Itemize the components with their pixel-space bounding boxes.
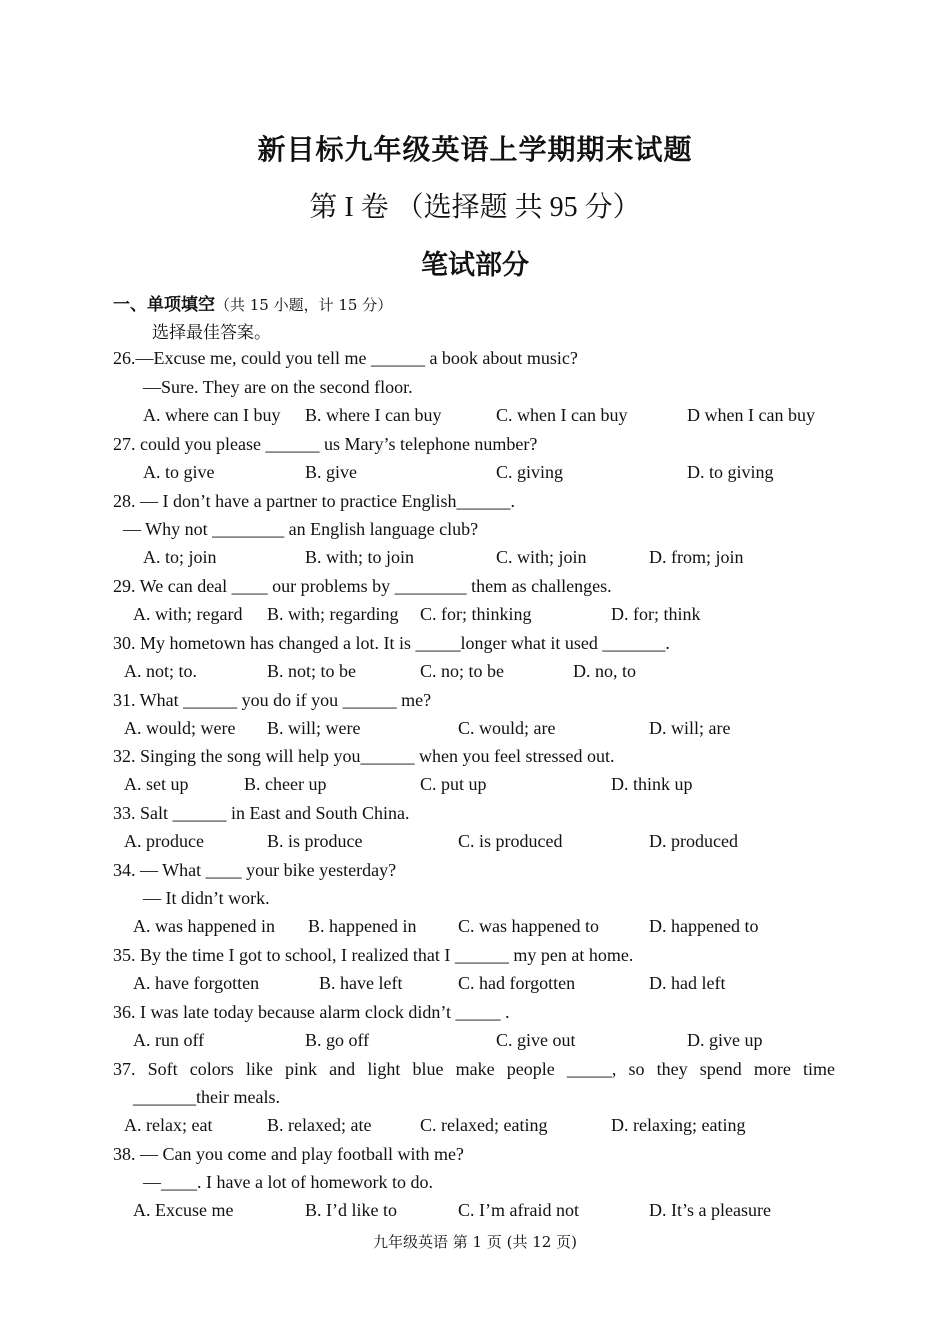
question-27-stem: 27. could you please ______ us Mary’s telephone number? — [113, 434, 538, 454]
question-29-option-a: A. with; regard — [133, 604, 243, 624]
question-35-option-d: D. had left — [649, 973, 726, 993]
question-34-option-b: B. happened in — [308, 916, 417, 936]
section-note: （共 15 小题，计 15 分） — [215, 296, 393, 314]
question-37-continuation: _______their meals. — [133, 1087, 280, 1107]
question-32-option-a: A. set up — [124, 774, 189, 794]
question-30-option-a: A. not; to. — [124, 661, 198, 681]
question-35-option-c: C. had forgotten — [458, 973, 576, 993]
question-36-option-a: A. run off — [133, 1030, 205, 1050]
question-34-reply: — It didn’t work. — [143, 888, 270, 908]
question-37-option-c: C. relaxed; eating — [420, 1115, 548, 1135]
question-29-option-d: D. for; think — [611, 604, 701, 624]
question-26-stem: 26.—Excuse me, could you tell me ______ a book about music? — [113, 348, 578, 368]
question-32-option-b: B. cheer up — [244, 774, 327, 794]
question-26-option-d: D when I can buy — [687, 405, 815, 425]
question-36-option-b: B. go off — [305, 1030, 370, 1050]
question-37-option-d: D. relaxing; eating — [611, 1115, 746, 1135]
question-26-reply: —Sure. They are on the second floor. — [143, 377, 413, 397]
question-30-option-c: C. no; to be — [420, 661, 504, 681]
question-35-option-a: A. have forgotten — [133, 973, 260, 993]
question-36-option-c: C. give out — [496, 1030, 576, 1050]
question-34-stem: 34. — What ____ your bike yesterday? — [113, 860, 397, 880]
question-28-reply: — Why not ________ an English language club? — [123, 519, 479, 539]
question-28-stem: 28. — I don’t have a partner to practice English______. — [113, 491, 516, 511]
question-33-option-c: C. is produced — [458, 831, 563, 851]
question-28-option-d: D. from; join — [649, 547, 744, 567]
question-29-option-c: C. for; thinking — [420, 604, 532, 624]
question-32-option-c: C. put up — [420, 774, 487, 794]
question-33-option-d: D. produced — [649, 831, 738, 851]
exam-title: 新目标九年级英语上学期期末试题 — [257, 133, 693, 166]
question-27-option-b: B. give — [305, 462, 357, 482]
question-33-stem: 33. Salt ______ in East and South China. — [113, 803, 410, 823]
question-34-option-c: C. was happened to — [458, 916, 599, 936]
question-30-stem: 30. My hometown has changed a lot. It is _____longer what it used _______. — [113, 633, 670, 653]
question-35-option-b: B. have left — [319, 973, 403, 993]
question-37-stem: 37. Soft colors like pink and light blue make people _____, so they spend more time — [113, 1059, 835, 1079]
section-heading — [113, 290, 392, 315]
section-title: 一、单项填空 — [113, 295, 215, 315]
question-32-option-d: D. think up — [611, 774, 693, 794]
question-38-option-a: A. Excuse me — [133, 1200, 234, 1220]
question-29-option-b: B. with; regarding — [267, 604, 399, 624]
question-31-option-c: C. would; are — [458, 718, 556, 738]
volume-subtitle: 第 I 卷 （选择题 共 95 分） — [309, 192, 641, 223]
question-35-stem: 35. By the time I got to school, I realized that I ______ my pen at home. — [113, 945, 634, 965]
question-27-option-a: A. to give — [143, 462, 215, 482]
page-footer: 九年级英语 第 1 页 (共 12 页) — [373, 1233, 577, 1251]
question-29-stem: 29. We can deal ____ our problems by ________ them as challenges. — [113, 576, 612, 596]
question-38-option-d: D. It’s a pleasure — [649, 1200, 771, 1220]
question-31-option-d: D. will; are — [649, 718, 731, 738]
question-31-option-b: B. will; were — [267, 718, 361, 738]
question-31-option-a: A. would; were — [124, 718, 236, 738]
question-31-stem: 31. What ______ you do if you ______ me? — [113, 690, 432, 710]
question-32-stem: 32. Singing the song will help you______ when you feel stressed out. — [113, 746, 615, 766]
question-26-option-a: A. where can I buy — [143, 405, 281, 425]
question-33-option-a: A. produce — [124, 831, 204, 851]
question-38-stem: 38. — Can you come and play football with me? — [113, 1144, 464, 1164]
question-28-option-a: A. to; join — [143, 547, 217, 567]
part-title: 笔试部分 — [421, 250, 529, 281]
question-34-option-a: A. was happened in — [133, 916, 275, 936]
question-37-option-b: B. relaxed; ate — [267, 1115, 372, 1135]
question-38-option-b: B. I’d like to — [305, 1200, 397, 1220]
question-26-option-b: B. where I can buy — [305, 405, 442, 425]
question-30-option-b: B. not; to be — [267, 661, 356, 681]
question-27-option-c: C. giving — [496, 462, 564, 482]
section-instruction: 选择最佳答案。 — [152, 323, 271, 343]
question-33-option-b: B. is produce — [267, 831, 363, 851]
question-26-option-c: C. when I can buy — [496, 405, 628, 425]
question-36-stem: 36. I was late today because alarm clock didn’t _____ . — [113, 1002, 510, 1022]
question-27-option-d: D. to giving — [687, 462, 774, 482]
question-38-option-c: C. I’m afraid not — [458, 1200, 579, 1220]
question-28-option-c: C. with; join — [496, 547, 587, 567]
question-28-option-b: B. with; to join — [305, 547, 415, 567]
question-30-option-d: D. no, to — [573, 661, 636, 681]
question-38-reply: —____. I have a lot of homework to do. — [143, 1172, 433, 1192]
question-36-option-d: D. give up — [687, 1030, 763, 1050]
question-37-option-a: A. relax; eat — [124, 1115, 213, 1135]
question-34-option-d: D. happened to — [649, 916, 759, 936]
